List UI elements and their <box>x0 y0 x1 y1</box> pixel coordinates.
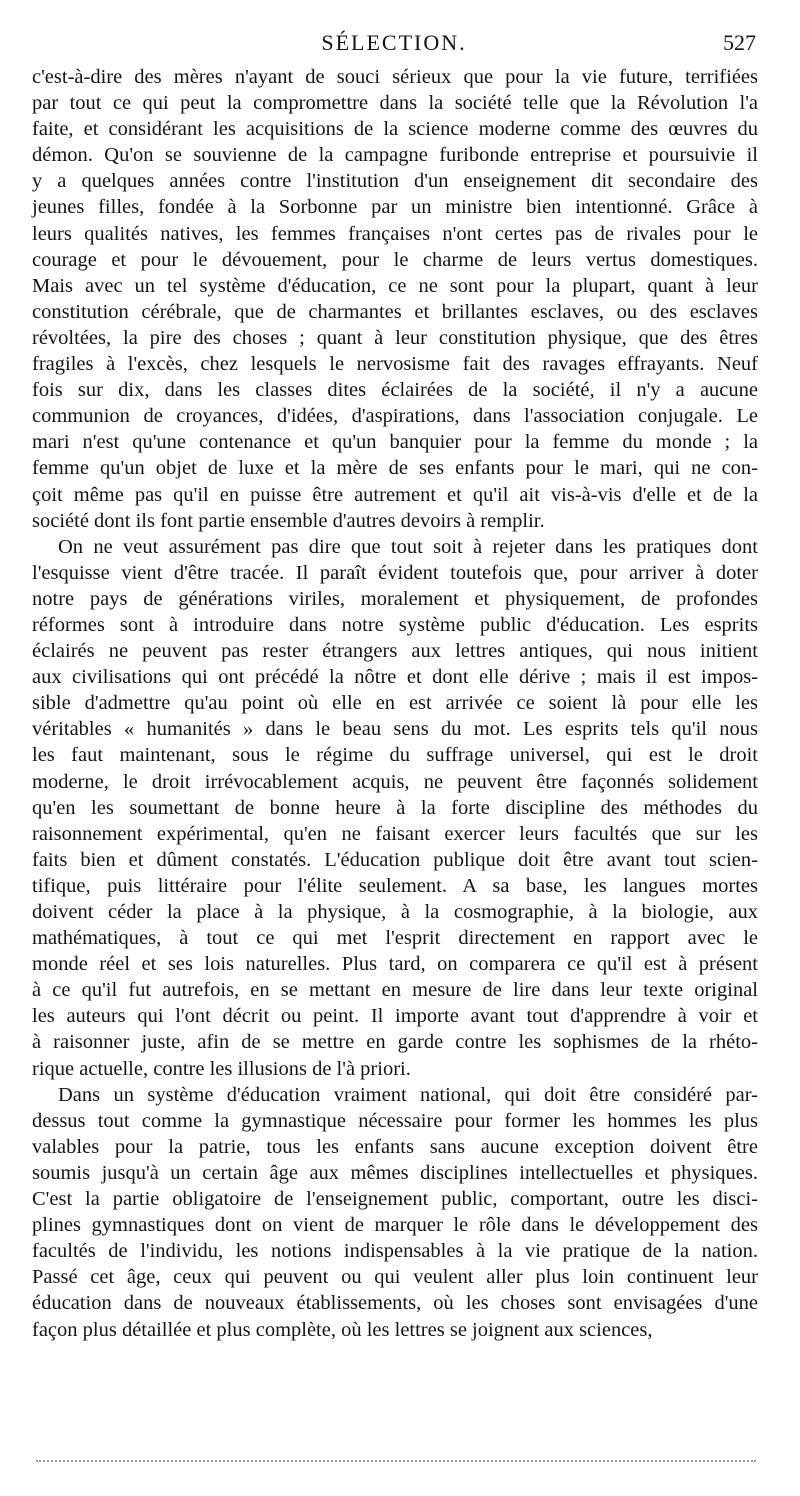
text-line: rique actuelle, contre les illusions de l'à priori. <box>32 1057 411 1080</box>
text-line: femme qu'un objet de luxe et la mère de ses enfants pour le mari, qui ne con- <box>32 457 758 480</box>
text-line: raisonnement expérimental, qu'en ne faisant exercer leurs facultés que sur les <box>32 822 758 845</box>
text-line: les auteurs qui l'ont décrit ou peint. Il importe avant tout d'apprendre à voir et <box>32 1005 758 1028</box>
text-line: l'esquisse vient d'être tracée. Il paraît évident toutefois que, pour arriver à doter <box>32 561 758 584</box>
text-line: facultés de l'individu, les notions indispensables à la vie pratique de la nation. <box>32 1240 758 1263</box>
text-line: éclairés ne peuvent pas rester étrangers aux lettres antiques, qui nous initient <box>32 640 758 663</box>
text-line: réformes sont à introduire dans notre système public d'éducation. Les esprits <box>32 613 758 636</box>
text-line: faite, et considérant les acquisitions de la science moderne comme des œuvres du <box>32 118 758 141</box>
text-line: c'est-à-dire des mères n'ayant de souci sérieux que pour la vie future, terrifiées <box>32 66 758 88</box>
text-line: démon. Qu'on se souvienne de la campagne furibonde entreprise et poursuivie il <box>32 144 758 167</box>
paragraph <box>32 1082 758 1343</box>
text-line: y a quelques années contre l'institution d'un enseignement dit secondaire des <box>32 170 758 193</box>
text-line: soumis jusqu'à un certain âge aux mêmes disciplines intellectuelles et physiques. <box>32 1161 758 1184</box>
text-line: courage et pour le dévouement, pour le charme de leurs vertus domestiques. <box>32 248 758 271</box>
text-line: jeunes filles, fondée à la Sorbonne par un ministre bien intentionné. Grâce à <box>32 196 758 219</box>
text-line: communion de croyances, d'idées, d'aspirations, dans l'association conjugale. Le <box>32 405 758 428</box>
text-line: faits bien et dûment constatés. L'éducation publique doit être avant tout scien- <box>32 848 758 871</box>
text-line: par tout ce qui peut la compromettre dans la société telle que la Révolution l'a <box>32 92 758 115</box>
text-line: On ne veut assurément pas dire que tout soit à rejeter dans les pratiques dont <box>58 535 758 558</box>
text-line: mari n'est qu'une contenance et qu'un banquier pour la femme du monde ; la <box>32 431 758 454</box>
text-line: dessus tout comme la gymnastique nécessaire pour former les hommes les plus <box>32 1109 758 1132</box>
text-line: moderne, le droit irrévocablement acquis, ne peuvent être façonnés solidement <box>32 770 758 793</box>
text-line: tifique, puis littéraire pour l'élite seulement. A sa base, les langues mortes <box>32 874 758 897</box>
text-line: fragiles à l'excès, chez lesquels le nervosisme fait des ravages effrayants. Neuf <box>32 353 758 376</box>
text-line: constitution cérébrale, que de charmantes et brillantes esclaves, ou des esclaves <box>32 300 758 323</box>
text-line: Passé cet âge, ceux qui peuvent ou qui veulent aller plus loin continuent leur <box>32 1266 758 1289</box>
text-line: notre pays de générations viriles, moralement et physiquement, de profondes <box>32 587 758 610</box>
text-line: à raisonner juste, afin de se mettre en garde contre les sophismes de la rhéto- <box>32 1031 758 1054</box>
text-line: mathématiques, à tout ce qui met l'esprit directement en rapport avec le <box>32 927 758 950</box>
text-line: plines gymnastiques dont on vient de marquer le rôle dans le développement des <box>32 1214 758 1237</box>
text-line: leurs qualités natives, les femmes françaises n'ont certes pas de rivales pour le <box>32 222 758 245</box>
text-line: Mais avec un tel système d'éducation, ce ne sont pour la plupart, quant à leur <box>32 274 758 297</box>
text-line: valables pour la patrie, tous les enfants sans aucune exception doivent être <box>32 1135 758 1158</box>
text-line: monde réel et ses lois naturelles. Plus tard, on comparera ce qu'il est à présent <box>32 953 758 976</box>
text-line: véritables « humanités » dans le beau sens du mot. Les esprits tels qu'il nous <box>32 718 758 741</box>
text-line: société dont ils font partie ensemble d'autres devoirs à remplir. <box>32 509 545 532</box>
paragraph <box>32 534 758 1082</box>
footer-rule <box>36 1460 756 1462</box>
text-line: fois sur dix, dans les classes dites éclairées de la société, il n'y a aucune <box>32 379 758 402</box>
text-line: Dans un système d'éducation vraiment national, qui doit être considéré par- <box>58 1083 758 1106</box>
text-line: révoltées, la pire des choses ; quant à leur constitution physique, que des êtres <box>32 326 758 349</box>
text-line: qu'en les soumettant de bonne heure à la forte discipline des méthodes du <box>32 796 758 819</box>
text-line: aux civilisations qui ont précédé la nôtre et dont elle dérive ; mais il est impos- <box>32 666 758 689</box>
body-text <box>32 64 758 1343</box>
text-line: les faut maintenant, sous le régime du suffrage universel, qui est le droit <box>32 744 758 767</box>
text-line: façon plus détaillée et plus complète, où les lettres se joignent aux sciences, <box>32 1318 653 1341</box>
text-line: doivent céder la place à la physique, à la cosmographie, à la biologie, aux <box>32 901 758 923</box>
page-header <box>32 30 756 60</box>
running-title: SÉLECTION. <box>321 30 467 55</box>
text-line: C'est la partie obligatoire de l'enseignement public, comportant, outre les disci- <box>32 1188 758 1211</box>
text-line: çoit même pas qu'il en puisse être autrement et qu'il ait vis-à-vis d'elle et de la <box>32 483 758 506</box>
text-line: éducation dans de nouveaux établissements, où les choses sont envisagées d'une <box>32 1292 758 1315</box>
text-line: à ce qu'il fut autrefois, en se mettant en mesure de lire dans leur texte original <box>32 979 758 1002</box>
page-number: 527 <box>723 30 756 55</box>
paragraph <box>32 64 758 534</box>
text-line: sible d'admettre qu'au point où elle en est arrivée ce soient là pour elle les <box>32 692 758 715</box>
